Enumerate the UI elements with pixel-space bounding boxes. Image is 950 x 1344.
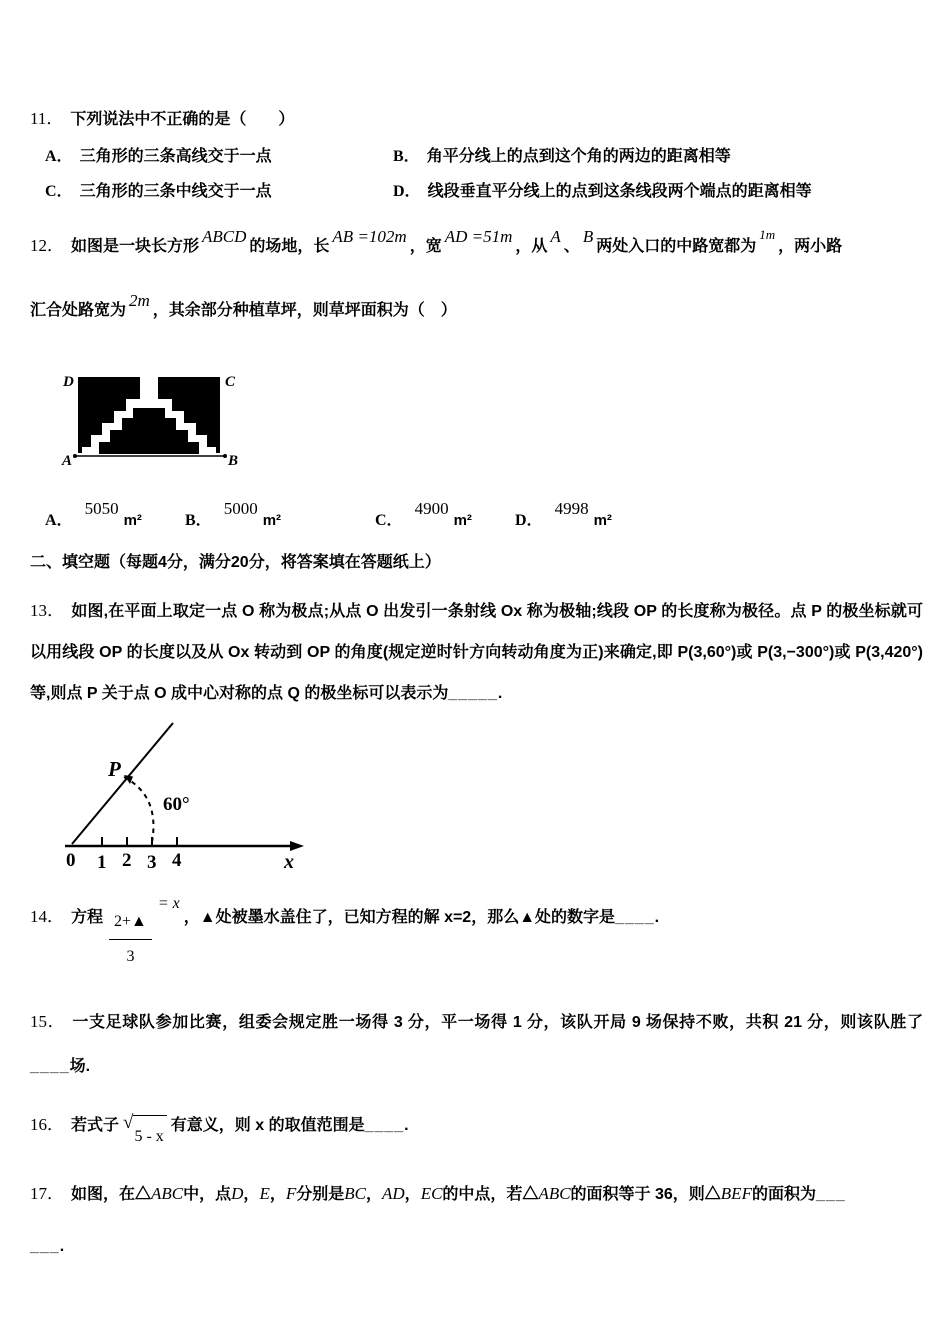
q11-option-c-text: 三角形的三条中线交于一点: [79, 183, 272, 200]
q17-math-bef: BEF: [720, 1184, 752, 1203]
q14-answer-blank: ____.: [615, 909, 661, 926]
q12-option-a-unit: m²: [123, 512, 142, 529]
q12-number: 12．: [30, 236, 64, 255]
q16-number: 16．: [30, 1115, 64, 1134]
q11-number: 11．: [30, 109, 64, 128]
q12-option-a-value: 5050: [84, 499, 119, 518]
q14-equals-x: = x: [157, 895, 180, 912]
q12-text: 的场地，长: [249, 238, 330, 255]
q14-fraction-numerator: 2+▲: [109, 907, 152, 940]
q17-text: 的面积等于 36，则△: [570, 1186, 721, 1203]
q12-math-ad: AD =51m: [444, 227, 513, 246]
q11-option-a: [45, 146, 393, 167]
question-12: [30, 220, 923, 530]
q17-math-f: F: [285, 1184, 297, 1203]
q13-stem: [30, 590, 923, 714]
corner-label-a: A: [62, 453, 73, 467]
angle-arc-dashed: [124, 777, 153, 842]
q17-number: 17．: [30, 1184, 64, 1203]
q17-text: ，: [243, 1186, 260, 1203]
q17-math-bc: BC: [344, 1184, 366, 1203]
q12-text: 、: [563, 238, 580, 255]
q15-text-1: 一支足球队参加比赛，组委会规定胜一场得 3 分，平一场得 1 分，该队开局 9 场保持不败，共积 21 分，则该队胜了: [72, 1014, 923, 1031]
q17-blank-continuation: [30, 1232, 923, 1262]
q12-math-1m: 1m: [759, 227, 776, 242]
q11-option-c-label: C．: [45, 183, 73, 200]
q12-option-d-label: D．: [515, 512, 543, 529]
q16-answer-blank: ____.: [364, 1117, 410, 1134]
q17-text: 的中点，若△: [442, 1186, 539, 1203]
point-p-label: P: [108, 757, 121, 781]
tick-label-3: 3: [147, 852, 157, 873]
q12-math-abcd: ABCD: [202, 227, 247, 246]
q17-answer-blank-1: ___: [815, 1186, 846, 1203]
q16-sqrt-expression: [123, 1112, 167, 1157]
q11-option-a-label: A．: [45, 148, 73, 165]
q17-text: ，: [269, 1186, 286, 1203]
q12-option-c-label: C．: [375, 512, 403, 529]
axis-arrowhead: [290, 841, 304, 851]
q12-option-a-label: A．: [45, 512, 73, 529]
q12-text: 汇合处路宽为: [30, 302, 127, 319]
q16-stem: [30, 1105, 923, 1157]
q14-fraction-denominator: 3: [126, 948, 135, 965]
q12-option-a: [45, 499, 185, 530]
tick-label-2: 2: [122, 850, 132, 871]
q11-option-b: [393, 146, 923, 167]
q16-text-1: 若式子: [71, 1117, 120, 1134]
q17-math-abc2: ABC: [538, 1184, 571, 1203]
q13-number: 13．: [30, 601, 65, 620]
question-17: [30, 1173, 923, 1262]
point-a-dot: [73, 454, 77, 458]
q12-option-b-unit: m²: [262, 512, 282, 529]
q12-text: ，从: [515, 238, 548, 255]
q12-text: 两处入口的中路宽都为: [596, 238, 757, 255]
question-13: [30, 590, 923, 876]
q12-math-b: B: [582, 227, 594, 246]
q13-figure-polar-axis: [55, 716, 305, 876]
q17-math-ec: EC: [420, 1184, 443, 1203]
q15-answer-blank: ____: [30, 1058, 70, 1075]
question-15: [30, 1000, 923, 1089]
q12-option-d: [515, 499, 923, 530]
q17-math-d: D: [231, 1184, 244, 1203]
q11-option-d: [393, 181, 923, 202]
question-11: [30, 109, 923, 202]
q14-fraction: [109, 907, 152, 972]
q12-option-c-value: 4900: [414, 499, 449, 518]
q13-text: 如图,在平面上取定一点 O 称为极点;从点 O 出发引一条射线 Ox 称为极轴;线段 OP 的长度称为极径。点 P 的极坐标就可以用线段 OP 的长度以及从 Ox 转动到 OP 的角度(规定逆时针方向转动角度为正)来确定,即 P(3,60°)或 P(3,−300°)或 P(3,420°)等,则点 P 关于点 O 成中心对称的点 Q 的极坐标可以表示为: [30, 603, 923, 702]
q11-option-d-label: D．: [393, 183, 421, 200]
q12-option-d-unit: m²: [593, 512, 612, 529]
q14-text-1: 方程: [71, 909, 104, 926]
q17-text: 中，点: [183, 1186, 232, 1203]
q14-text-2: ，▲处被墨水盖住了，已知方程的解 x=2，那么▲处的数字是: [183, 909, 616, 926]
q11-stem-line: [30, 109, 923, 130]
q12-text: 如图是一块长方形: [71, 238, 200, 255]
q12-text: ，两小路: [778, 238, 843, 255]
tick-label-4: 4: [172, 850, 182, 871]
q17-text: 如图，在△: [71, 1186, 152, 1203]
q12-math-ab: AB =102m: [332, 227, 407, 246]
point-b-dot: [223, 454, 227, 458]
q12-option-d-value: 4998: [554, 499, 589, 518]
q17-text: ，: [404, 1186, 421, 1203]
q12-options: [45, 495, 923, 530]
q12-text: ，宽: [409, 238, 442, 255]
q12-option-c-unit: m²: [453, 512, 472, 529]
q12-math-a: A: [550, 227, 561, 246]
q15-stem: [30, 1000, 923, 1089]
q11-options: [45, 146, 923, 202]
corner-label-c: C: [225, 374, 236, 390]
axis-x-label: x: [284, 851, 294, 873]
q17-math-ad: AD: [382, 1184, 405, 1203]
q17-answer-blank-2: ___.: [30, 1238, 66, 1255]
q17-math-abc: ABC: [151, 1184, 184, 1203]
section-2-header: 二、填空题（每题4分，满分20分，将答案填在答题纸上）: [30, 554, 441, 571]
radical-sign: √: [123, 1112, 134, 1133]
q11-option-d-text: 线段垂直平分线上的点到这条线段两个端点的距离相等: [427, 183, 812, 200]
tick-label-1: 1: [97, 852, 107, 873]
q12-option-c: [375, 499, 515, 530]
q12-stem-line-2: [30, 287, 923, 326]
corner-label-b: B: [228, 453, 238, 467]
q15-text-2: 场.: [69, 1058, 91, 1075]
ray-op: [72, 723, 173, 844]
q13-answer-blank: _____.: [448, 685, 504, 702]
q11-option-c: [45, 181, 393, 202]
q17-math-e: E: [259, 1184, 270, 1203]
q12-figure-rectangle-paths: [60, 370, 238, 467]
q11-option-b-label: B．: [393, 148, 420, 165]
q12-stem-line-1: [30, 220, 923, 263]
q12-option-b: [185, 499, 375, 530]
q17-text: 的面积为: [751, 1186, 816, 1203]
q15-number: 15．: [30, 1012, 66, 1031]
q16-radicand: 5 - x: [133, 1115, 166, 1157]
q16-text-2: 有意义，则 x 的取值范围是: [170, 1117, 365, 1134]
q14-stem: [30, 895, 923, 972]
angle-label: 60°: [163, 794, 190, 815]
q12-text: ，其余部分种植草坪，则草坪面积为（ ）: [152, 302, 457, 319]
q11-option-a-text: 三角形的三条高线交于一点: [79, 148, 272, 165]
corner-label-d: D: [63, 374, 74, 390]
q17-stem: [30, 1173, 923, 1216]
q17-text: 分别是: [296, 1186, 345, 1203]
q11-option-b-text: 角平分线上的点到这个角的两边的距离相等: [426, 148, 731, 165]
q17-text: ，: [365, 1186, 382, 1203]
q12-math-2m: 2m: [129, 291, 150, 310]
tick-label-0: 0: [66, 850, 76, 871]
q11-stem: 下列说法中不正确的是（ ）: [70, 111, 295, 128]
question-16: [30, 1105, 923, 1157]
question-14: [30, 895, 923, 972]
q12-option-b-value: 5000: [223, 499, 258, 518]
q12-option-b-label: B．: [185, 512, 212, 529]
q14-number: 14．: [30, 907, 64, 926]
